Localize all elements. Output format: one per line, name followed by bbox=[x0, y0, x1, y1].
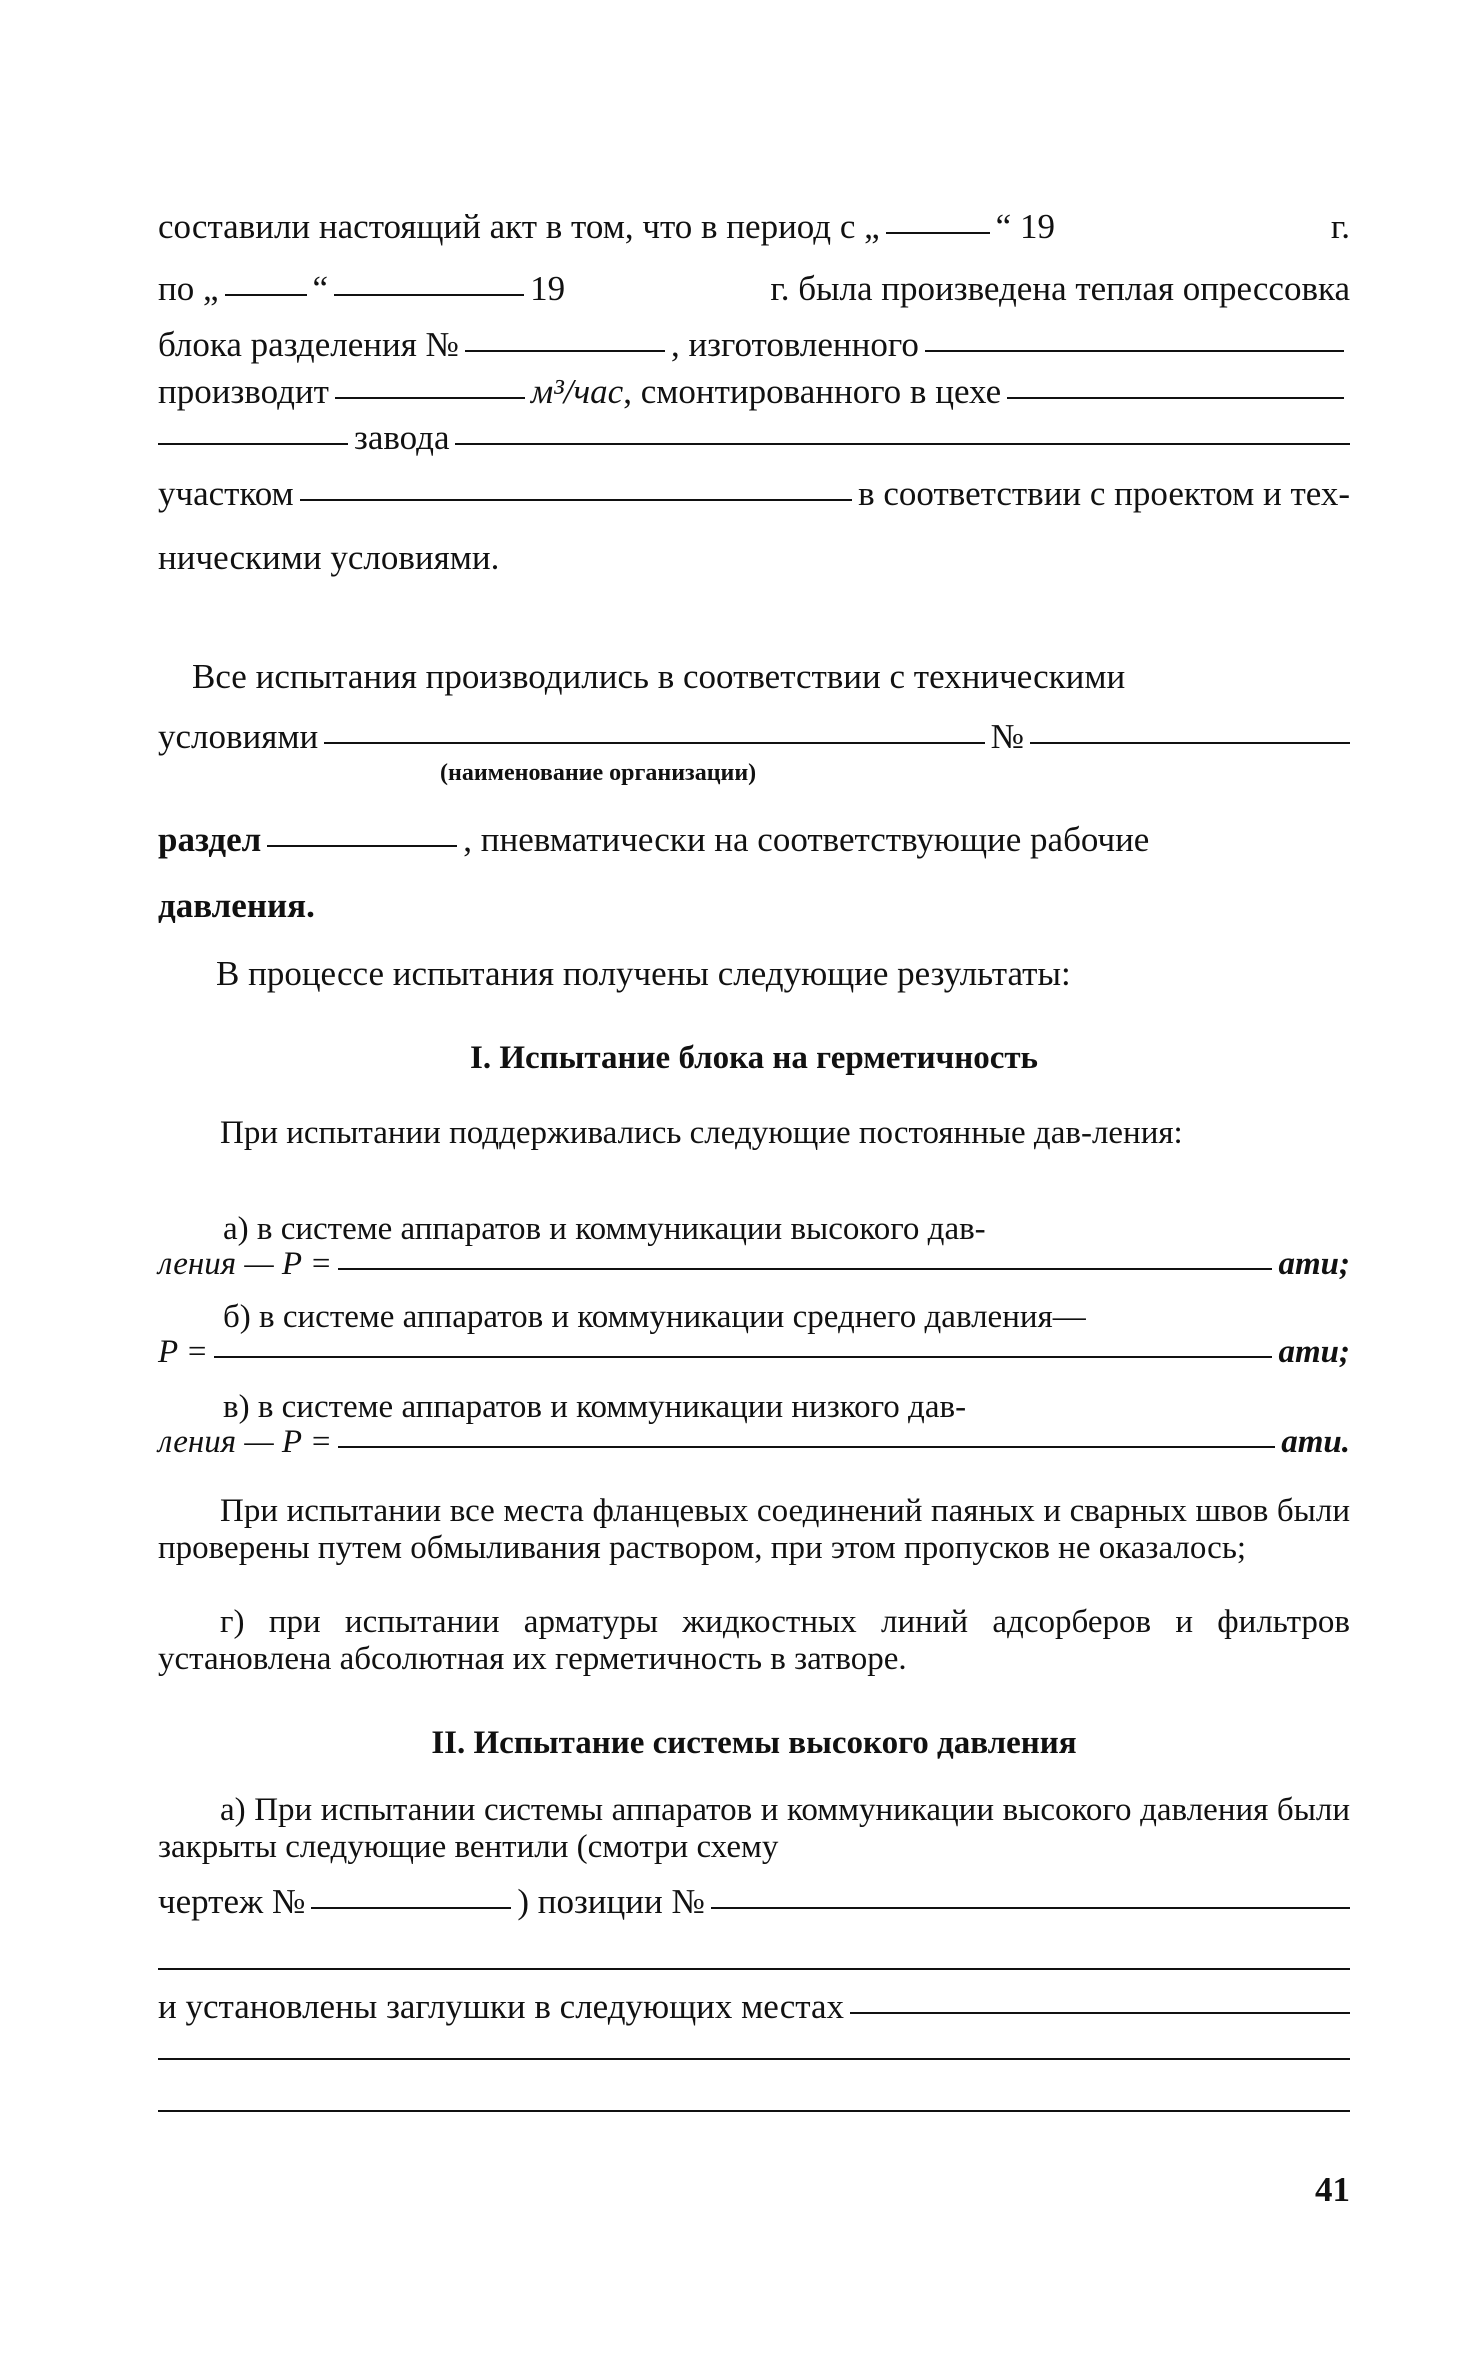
pressure-a-blank[interactable] bbox=[338, 1268, 1272, 1270]
drawing-line-block bbox=[158, 1880, 1350, 1924]
plugs-text: и установлены заглушки в следующих местах bbox=[158, 1987, 844, 2026]
act-intro bbox=[158, 205, 1350, 579]
section-1-paragraph-3: г) при испытании арматуры жидкостных линий адсорберов и фильтров установлена абсолютная их герметичность в затворе. bbox=[158, 1604, 1350, 1677]
tests-text: раздел bbox=[158, 820, 262, 859]
tests-line-1: Все испытания производились в соответствии с техническими bbox=[192, 657, 1126, 696]
results-intro: В процессе испытания получены следующие результаты: bbox=[216, 954, 1071, 993]
plugs-line bbox=[158, 1985, 1350, 2029]
unit-label: ати; bbox=[1278, 1245, 1350, 1282]
unit-label: ати; bbox=[1278, 1333, 1350, 1370]
position-number-blank[interactable] bbox=[711, 1907, 1350, 1909]
pressure-a-input-line bbox=[158, 1247, 1350, 1282]
drawing-text: чертеж № bbox=[158, 1882, 306, 1921]
intro-line-2 bbox=[158, 267, 1350, 311]
fill-blank[interactable] bbox=[1030, 742, 1350, 744]
intro-text: “ bbox=[312, 268, 329, 308]
tests-text: условиями bbox=[158, 716, 319, 756]
pressure-b-line: б) в системе аппаратов и коммуникации среднего давления— bbox=[223, 1299, 1086, 1335]
plugs-blank[interactable] bbox=[850, 2012, 1350, 2014]
tests-block bbox=[158, 655, 1350, 759]
intro-text: производит bbox=[158, 372, 329, 412]
pressure-item-b bbox=[158, 1300, 1350, 1369]
fill-blank[interactable] bbox=[267, 845, 457, 847]
pressure-a-line: а) в системе аппаратов и коммуникации высокого дав- bbox=[223, 1211, 986, 1247]
tests-line-3 bbox=[158, 818, 1350, 862]
intro-line-6 bbox=[158, 472, 1350, 516]
tests-line-2 bbox=[158, 715, 1350, 759]
intro-text: г. bbox=[1330, 207, 1350, 246]
plugs-line-block bbox=[158, 1985, 1350, 2029]
section-2-paragraph-1: а) При испытании системы аппаратов и коммуникации высокого давления были закрыты следующие вентили (смотри схему bbox=[158, 1792, 1350, 1865]
intro-text: , смонтированного в цехе bbox=[623, 372, 1002, 412]
tests-block-2 bbox=[158, 818, 1350, 928]
pressure-label: P = bbox=[158, 1333, 209, 1370]
intro-text: завода bbox=[354, 418, 450, 457]
intro-line-4 bbox=[158, 370, 1350, 414]
pressure-b-blank[interactable] bbox=[214, 1356, 1272, 1358]
fill-blank[interactable] bbox=[334, 294, 524, 296]
section-1-heading: I. Испытание блока на герметичность bbox=[469, 1040, 1039, 1076]
pressure-label: ления — P = bbox=[158, 1423, 332, 1460]
unit-label: м³/час bbox=[530, 372, 624, 412]
drawing-text: ) позиции № bbox=[517, 1882, 705, 1921]
fill-blank[interactable] bbox=[300, 499, 852, 501]
pressure-c-line: в) в системе аппаратов и коммуникации низкого дав- bbox=[223, 1389, 967, 1425]
tests-text: № bbox=[990, 716, 1024, 756]
fill-blank[interactable] bbox=[925, 350, 1344, 352]
intro-text: по „ bbox=[158, 268, 219, 308]
tests-line-4 bbox=[158, 884, 1350, 928]
fill-blank[interactable] bbox=[158, 443, 348, 445]
fill-blank[interactable] bbox=[465, 350, 665, 352]
intro-text: 19 bbox=[530, 268, 566, 308]
intro-line-3 bbox=[158, 323, 1350, 367]
drawing-line bbox=[158, 1880, 1350, 1924]
blank-rule[interactable] bbox=[158, 1968, 1350, 1970]
intro-text: в соответствии с проектом и тех- bbox=[858, 473, 1350, 513]
tests-text: давления. bbox=[158, 885, 315, 925]
fill-blank[interactable] bbox=[455, 443, 1350, 445]
pressure-c-blank[interactable] bbox=[338, 1446, 1275, 1448]
pressure-item-a bbox=[158, 1212, 1350, 1281]
intro-text: блока разделения № bbox=[158, 324, 459, 364]
pressure-label: ления — P = bbox=[158, 1245, 332, 1282]
fill-blank[interactable] bbox=[1007, 397, 1344, 399]
section-1-paragraph-2: При испытании все места фланцевых соединений паяных и сварных швов были проверены путем обмыливания раствором, при этом пропусков не оказалось; bbox=[158, 1493, 1350, 1566]
page-number: 41 bbox=[1315, 2170, 1350, 2209]
section-1-paragraph-1: При испытании поддерживались следующие постоянные дав-ления: bbox=[220, 1115, 1183, 1151]
pressure-c-input-line bbox=[158, 1425, 1350, 1460]
intro-text: участком bbox=[158, 473, 294, 513]
pressure-item-c bbox=[158, 1390, 1350, 1459]
intro-text: “ 19 bbox=[995, 207, 1055, 246]
intro-text: , изготовленного bbox=[670, 324, 919, 364]
blank-rule[interactable] bbox=[158, 2058, 1350, 2060]
fill-blank[interactable] bbox=[225, 294, 307, 296]
unit-label: ати. bbox=[1281, 1423, 1350, 1460]
intro-line-5 bbox=[158, 416, 1350, 460]
blank-rule[interactable] bbox=[158, 2110, 1350, 2112]
fill-blank[interactable] bbox=[335, 397, 525, 399]
intro-text: ническими условиями. bbox=[158, 537, 500, 577]
fill-blank[interactable] bbox=[886, 232, 990, 234]
intro-text: составили настоящий акт в том, что в период с „ bbox=[158, 207, 880, 246]
fill-blank[interactable] bbox=[324, 742, 984, 744]
intro-line-1 bbox=[158, 205, 1350, 249]
drawing-number-blank[interactable] bbox=[311, 1907, 511, 1909]
section-2-heading: II. Испытание системы высокого давления bbox=[431, 1725, 1077, 1761]
tests-text: , пневматически на соответствующие рабочие bbox=[463, 820, 1150, 859]
intro-text: г. была произведена теплая опрессовка bbox=[770, 268, 1350, 308]
pressure-b-input-line bbox=[158, 1335, 1350, 1370]
results-intro-block bbox=[158, 952, 1350, 996]
organization-caption: (наименование организации) bbox=[440, 760, 757, 786]
intro-line-7 bbox=[158, 536, 1350, 580]
